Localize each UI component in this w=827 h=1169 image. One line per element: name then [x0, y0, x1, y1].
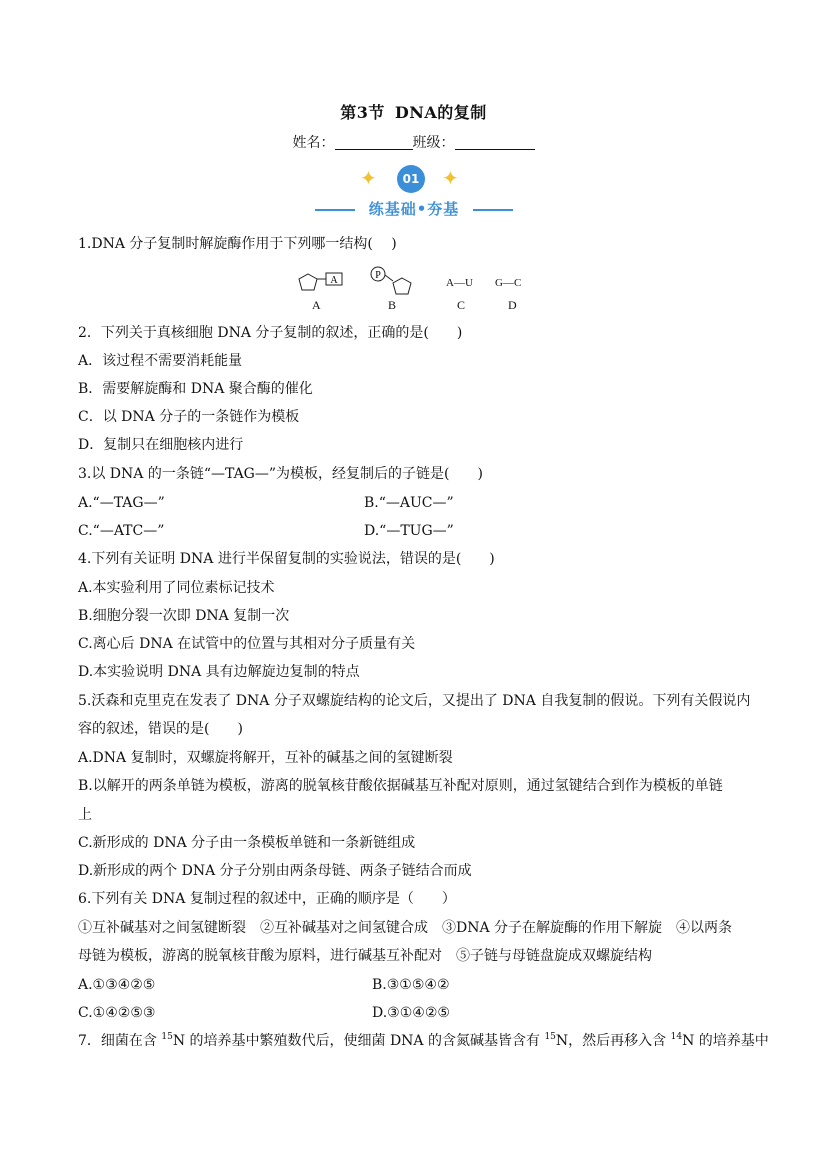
question-3-option-c: C.“—ATC—”	[78, 523, 165, 539]
bond-b-line	[385, 275, 393, 281]
question-5-option-d: D.新形成的两个 DNA 分子分别由两条母链、两条子链结合而成	[78, 863, 472, 879]
banner-number-badge: 01	[397, 165, 425, 193]
question-3-option-b: B.“—AUC—”	[364, 495, 454, 511]
question-4-option-c: C.离心后 DNA 在试管中的位置与其相对分子质量有关	[78, 636, 416, 652]
section-number: 第3节	[340, 103, 385, 122]
q7-text-3: N，然后再移入含	[555, 1033, 671, 1049]
banner-text: 练基础•夯基	[368, 200, 460, 218]
q7-isotope-15-second: 15	[544, 1032, 556, 1042]
question-3-option-a: A.“—TAG—”	[78, 495, 165, 511]
box-a-text: A	[330, 275, 338, 286]
question-2-stem: 2．下列关于真核细胞 DNA 分子复制的叙述，正确的是( )	[78, 325, 463, 341]
question-2-option-c: C．以 DNA 分子的一条链作为模板	[78, 409, 300, 425]
question-6-items-line-1: ①互补碱基对之间氢键断裂 ②互补碱基对之间氢键合成 ③DNA 分子在解旋酶的作用下解旋 ④以两条	[78, 920, 733, 936]
banner-divider-left	[315, 209, 355, 211]
question-4-stem: 4.下列有关证明 DNA 进行半保留复制的实验说法，错误的是( )	[78, 551, 495, 567]
pentagon-b-shape	[393, 278, 411, 294]
question-4-option-d: D.本实验说明 DNA 具有边解旋边复制的特点	[78, 664, 360, 680]
class-blank[interactable]	[455, 135, 535, 150]
question-4-option-b: B.细胞分裂一次即 DNA 复制一次	[78, 608, 290, 624]
question-2-option-b: B．需要解旋酶和 DNA 聚合酶的催化	[78, 381, 313, 397]
phosphate-text: P	[375, 270, 381, 281]
question-6-option-a: A.①③④②⑤	[78, 977, 156, 993]
q7-isotope-15-first: 15	[161, 1032, 173, 1042]
question-6-option-c: C.①④②⑤③	[78, 1005, 156, 1021]
question-5-stem-line-2: 容的叙述，错误的是( )	[78, 721, 243, 737]
question-5-option-b-line-1: B.以解开的两条单链为模板，游离的脱氧核苷酸依据碱基互补配对原则，通过氢键结合到作为模板的单链	[78, 778, 723, 794]
figure-label-c: C	[457, 298, 466, 312]
question-3-stem: 3.以 DNA 的一条链“—TAG—”为模板，经复制后的子链是( )	[78, 466, 483, 482]
pentagon-a-shape	[299, 274, 317, 290]
question-5-option-a: A.DNA 复制时，双螺旋将解开，互补的碱基之间的氢键断裂	[78, 750, 453, 766]
star-icon: ✦	[360, 166, 377, 190]
question-5-option-b-line-2: 上	[78, 807, 92, 823]
question-1-stem: 1.DNA 分子复制时解旋酶作用于下列哪一结构( )	[78, 236, 397, 252]
q7-isotope-14: 14	[670, 1032, 683, 1042]
question-6-option-b: B.③①⑤④②	[372, 977, 450, 993]
star-icon: ✦	[442, 166, 459, 190]
base-pair-c: A—U	[446, 277, 473, 289]
name-label: 姓名：	[292, 135, 335, 151]
question-3-option-d: D.“—TUG—”	[364, 523, 454, 539]
name-class-row	[0, 132, 827, 152]
question-1-figure	[290, 262, 530, 314]
question-5-stem-line-1: 5.沃森和克里克在发表了 DNA 分子双螺旋结构的论文后，又提出了 DNA 自我复制的假说。下列有关假说内	[78, 693, 751, 709]
name-blank[interactable]	[335, 135, 413, 150]
question-4-option-a: A.本实验利用了同位素标记技术	[78, 580, 275, 596]
banner-divider-right	[473, 209, 513, 211]
figure-label-d: D	[508, 298, 517, 312]
structure-diagrams	[290, 262, 530, 302]
question-6-stem: 6.下列有关 DNA 复制过程的叙述中，正确的顺序是（ ）	[78, 891, 456, 907]
figure-label-b: B	[388, 298, 397, 312]
question-7-stem	[78, 1031, 769, 1051]
figure-label-a: A	[312, 298, 321, 312]
question-2-option-d: D．复制只在细胞核内进行	[78, 437, 244, 453]
q7-text-4: N 的培养基中	[682, 1033, 769, 1049]
base-pair-d: G—C	[495, 277, 522, 289]
page-title	[0, 100, 827, 123]
q7-text-1: 7．细菌在含	[78, 1033, 162, 1049]
section-title: DNA的复制	[394, 103, 487, 122]
question-5-option-c: C.新形成的 DNA 分子由一条模板单链和一条新链组成	[78, 835, 416, 851]
question-2-option-a: A．该过程不需要消耗能量	[78, 353, 243, 369]
class-label: 班级：	[412, 135, 455, 151]
question-6-option-d: D.③①④②⑤	[372, 1005, 450, 1021]
section-banner	[310, 162, 520, 222]
q7-text-2: N 的培养基中繁殖数代后，使细菌 DNA 的含氮碱基皆含有	[172, 1033, 545, 1049]
question-6-items-line-2: 母链为模板，游离的脱氧核苷酸为原料，进行碱基互补配对 ⑤子链与母链盘旋成双螺旋结构	[78, 948, 652, 964]
